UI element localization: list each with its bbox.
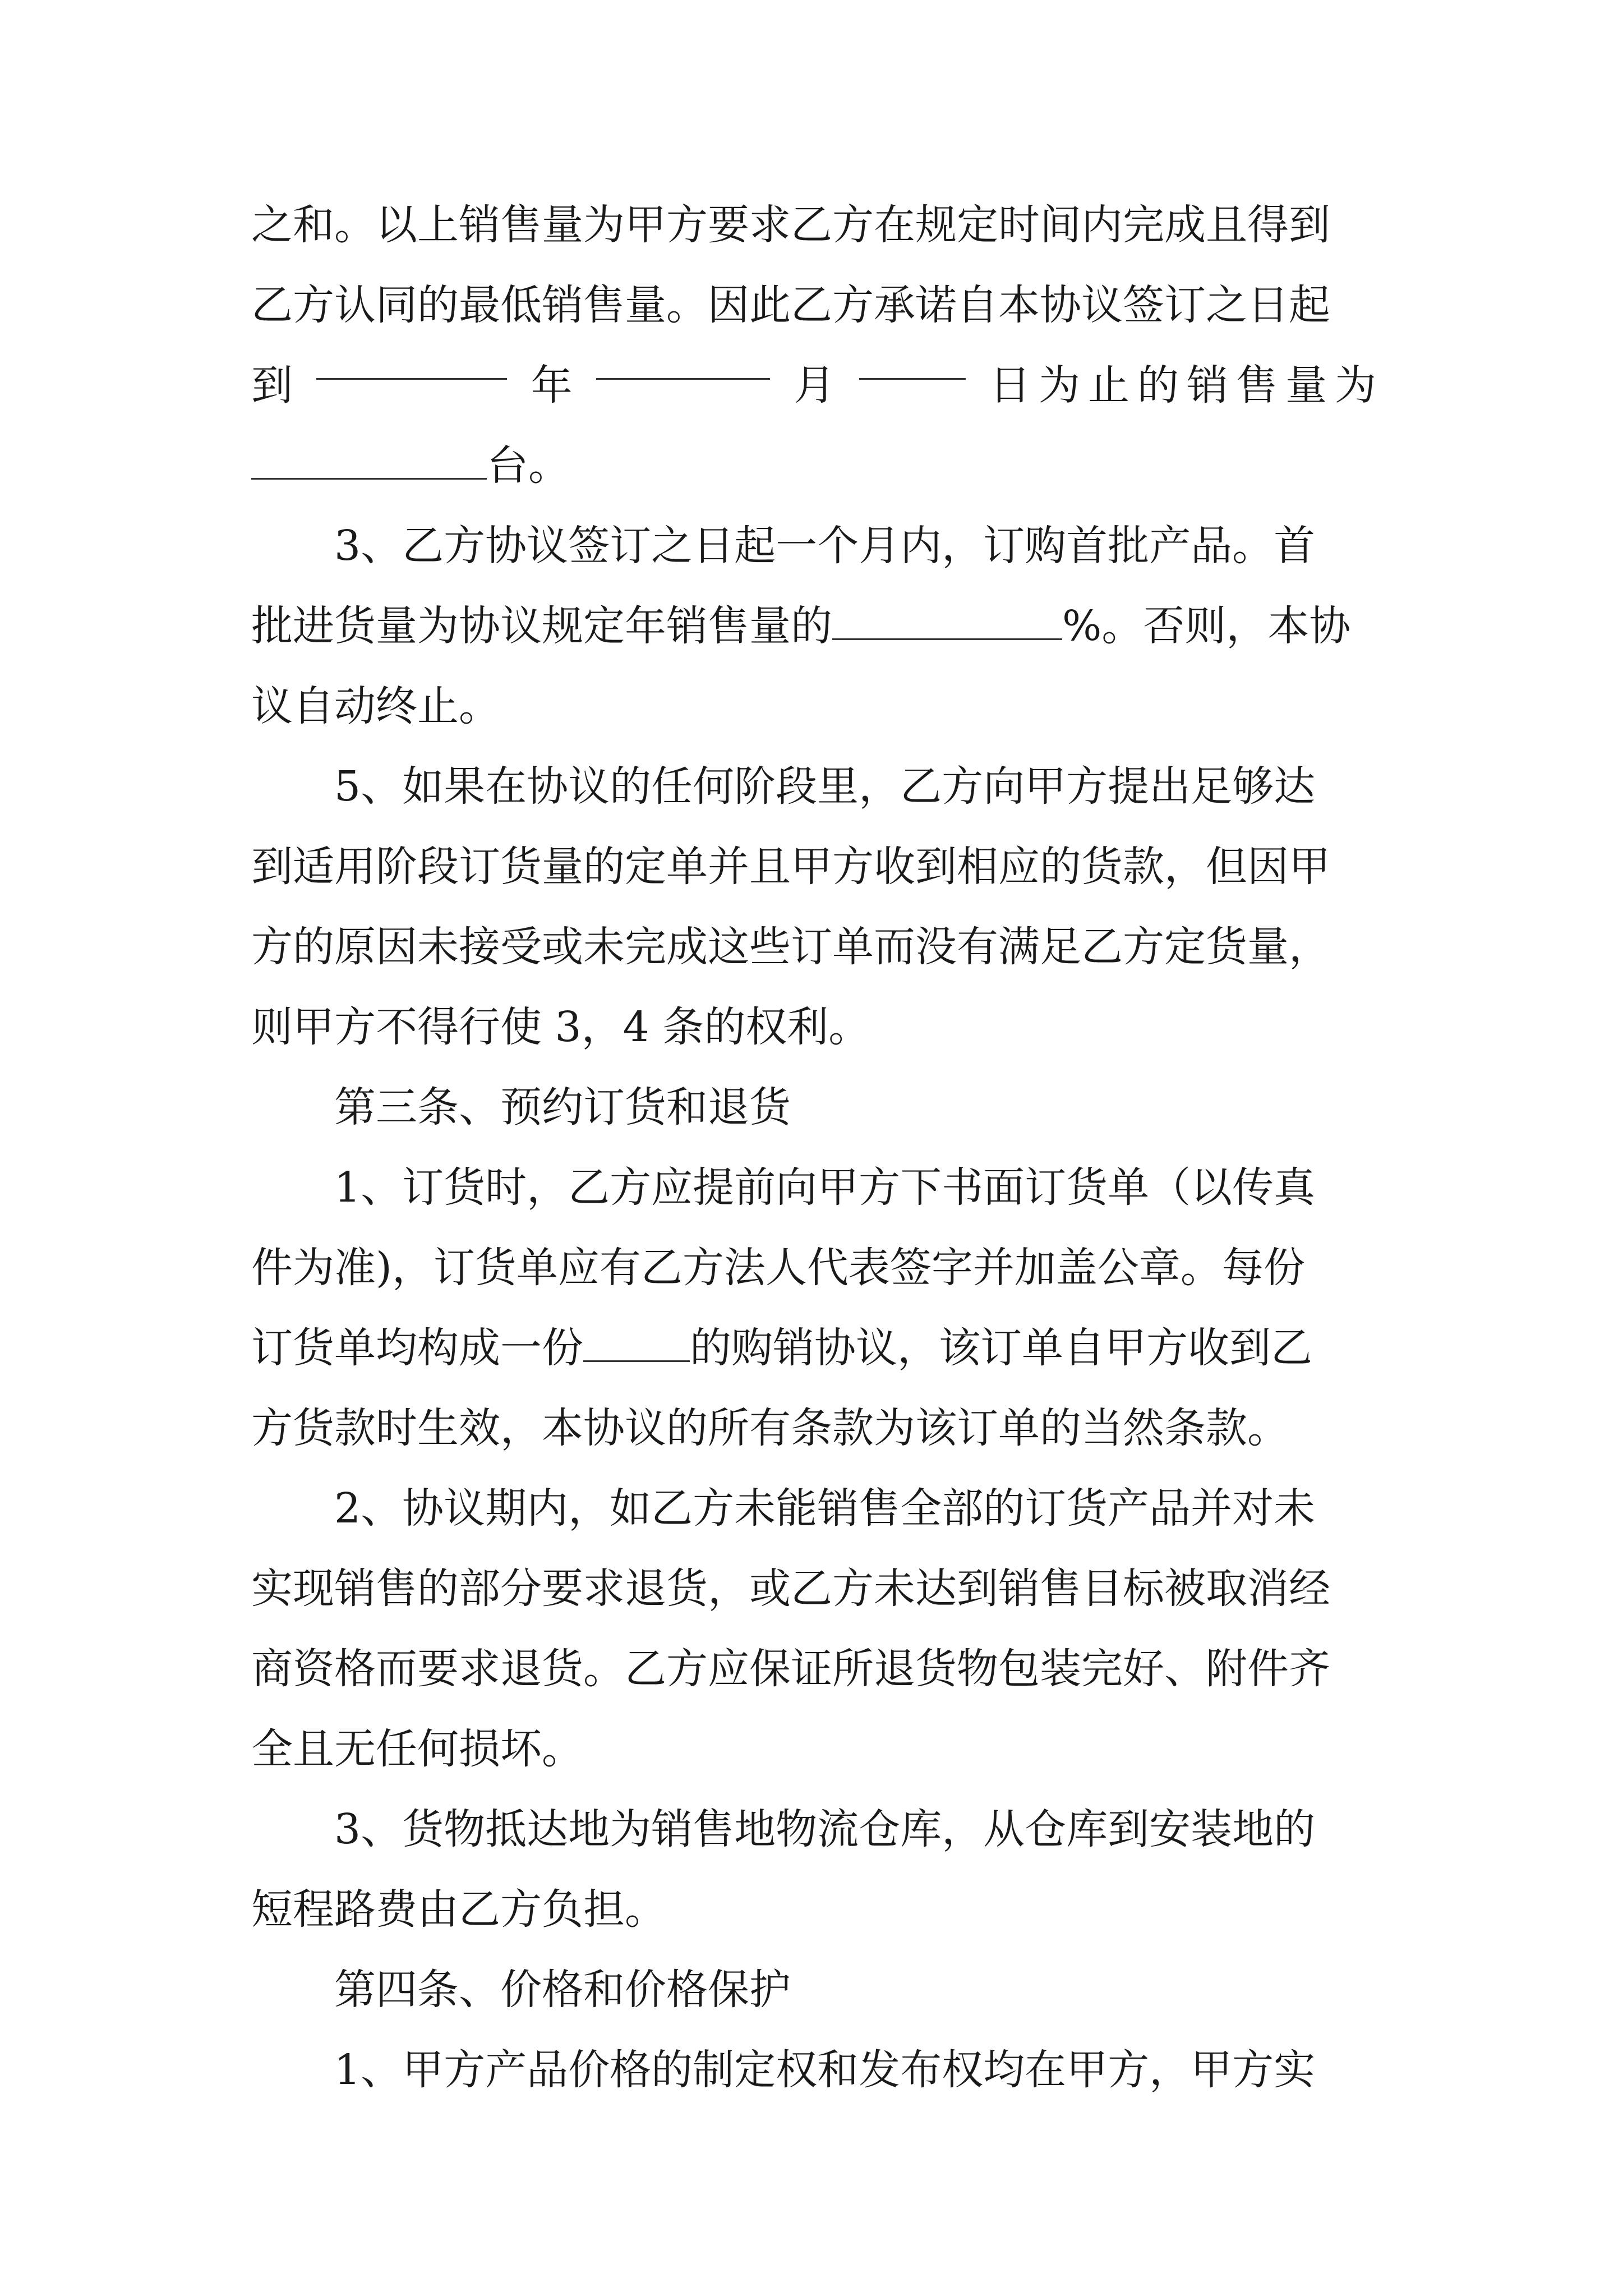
- paragraph-line: 件为准)，订货单应有乙方法人代表签字并加盖公章。每份: [251, 1244, 1305, 1292]
- fill-in-blank: [316, 346, 507, 380]
- paragraph-line: 1、甲方产品价格的制定权和发布权均在甲方，甲方实: [334, 2046, 1316, 2094]
- paragraph-line: 3、货物抵达地为销售地物流仓库，从仓库到安装地的: [334, 1805, 1316, 1853]
- paragraph-line: 之和。以上销售量为甲方要求乙方在规定时间内完成且得到: [251, 201, 1330, 249]
- text-fragment: 到: [251, 361, 293, 409]
- document-body: [251, 185, 1384, 2110]
- fill-in-blank: [596, 346, 770, 380]
- paragraph-line: 3、乙方协议签订之日起一个月内，订购首批产品。首: [334, 522, 1316, 570]
- fill-in-blank: [832, 606, 1062, 640]
- fill-in-blank: [583, 1328, 690, 1362]
- paragraph-line: 则甲方不得行使 3，4 条的权利。: [251, 1003, 870, 1051]
- paragraph-line: 1、订货时，乙方应提前向甲方下书面订货单（以传真: [334, 1163, 1316, 1212]
- paragraph-line: 全且无任何损坏。: [251, 1725, 583, 1773]
- paragraph-line: 方的原因未接受或未完成这些订单而没有满足乙方定货量，: [251, 923, 1330, 971]
- paragraph-line: 议自动终止。: [251, 682, 500, 730]
- paragraph-line: [251, 1308, 1384, 1388]
- paragraph-line: 商资格而要求退货。乙方应保证所退货物包装完好、附件齐: [251, 1645, 1330, 1693]
- paragraph-line: [251, 426, 1384, 506]
- section-heading: 第四条、价格和价格保护: [334, 1966, 791, 2014]
- paragraph-line: 到适用阶段订货量的定单并且甲方收到相应的货款，但因甲: [251, 843, 1330, 891]
- paragraph-line: 短程路费由乙方负担。: [251, 1885, 666, 1934]
- text-fragment: %。否则，本协: [1062, 602, 1351, 650]
- paragraph-line: 乙方认同的最低销售量。因此乙方承诺自本协议签订之日起: [251, 281, 1330, 329]
- fill-in-blank: [251, 445, 487, 480]
- text-fragment: 台。: [487, 441, 570, 490]
- paragraph-line: 实现销售的部分要求退货，或乙方未达到销售目标被取消经: [251, 1565, 1330, 1613]
- section-heading: 第三条、预约订货和退货: [334, 1083, 791, 1131]
- text-fragment: 日为止的销售量为: [989, 361, 1384, 409]
- text-fragment: 批进货量为协议规定年销售量的: [251, 602, 832, 650]
- text-fragment: 月: [794, 361, 836, 409]
- paragraph-line: [251, 346, 1384, 426]
- fill-in-blank: [859, 346, 966, 380]
- paragraph-line: 方货款时生效，本协议的所有条款为该订单的当然条款。: [251, 1404, 1289, 1452]
- paragraph-line: 5、如果在协议的任何阶段里，乙方向甲方提出足够达: [334, 762, 1316, 811]
- text-fragment: 订货单均构成一份: [251, 1324, 583, 1372]
- paragraph-line: 2、协议期内，如乙方未能销售全部的订货产品并对未: [334, 1484, 1316, 1533]
- text-fragment: 年: [531, 361, 573, 409]
- paragraph-line: [251, 586, 1384, 666]
- text-fragment: 的购销协议，该订单自甲方收到乙: [690, 1324, 1312, 1372]
